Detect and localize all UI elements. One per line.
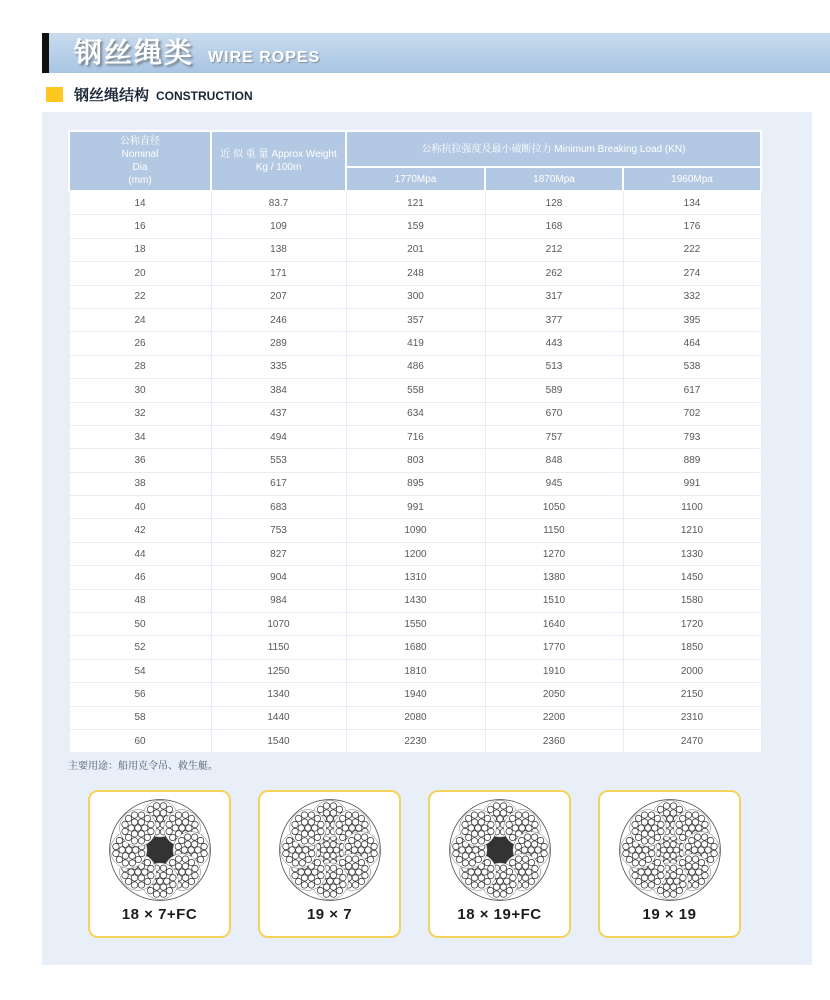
section-title-en: CONSTRUCTION <box>156 88 253 103</box>
header-grade-1960: 1960Mpa <box>623 167 761 191</box>
spec-table-head <box>69 131 761 191</box>
table-cell: 48 <box>69 589 211 612</box>
header-line: Nominal <box>121 149 159 160</box>
table-cell: 793 <box>623 425 761 448</box>
rope-cross-section-diagram <box>445 795 555 905</box>
table-cell: 617 <box>623 379 761 402</box>
table-row <box>69 683 761 706</box>
table-cell: 753 <box>211 519 346 542</box>
table-cell: 335 <box>211 355 346 378</box>
rope-card <box>258 790 401 938</box>
table-row <box>69 308 761 331</box>
table-row <box>69 729 761 752</box>
table-cell: 30 <box>69 379 211 402</box>
table-cell: 26 <box>69 332 211 355</box>
table-cell: 332 <box>623 285 761 308</box>
table-cell: 44 <box>69 542 211 565</box>
table-cell: 716 <box>346 425 485 448</box>
table-cell: 617 <box>211 472 346 495</box>
table-cell: 1340 <box>211 683 346 706</box>
table-cell: 52 <box>69 636 211 659</box>
rope-cross-section-diagram <box>105 795 215 905</box>
table-cell: 1380 <box>485 566 623 589</box>
table-cell: 222 <box>623 238 761 261</box>
rope-card-label: 18 × 19+FC <box>457 906 542 923</box>
table-cell: 34 <box>69 425 211 448</box>
table-cell: 1580 <box>623 589 761 612</box>
table-cell: 513 <box>485 355 623 378</box>
table-cell: 2230 <box>346 729 485 752</box>
table-cell: 1090 <box>346 519 485 542</box>
table-cell: 176 <box>623 215 761 238</box>
header-breaking-load: 公称抗拉强度及最小破断拉力 Minimum Breaking Load (KN) <box>346 131 761 167</box>
table-cell: 2150 <box>623 683 761 706</box>
table-cell: 827 <box>211 542 346 565</box>
table-cell: 1200 <box>346 542 485 565</box>
table-cell: 201 <box>346 238 485 261</box>
table-cell: 2360 <box>485 729 623 752</box>
table-cell: 634 <box>346 402 485 425</box>
header-grade-1770: 1770Mpa <box>346 167 485 191</box>
table-cell: 2080 <box>346 706 485 729</box>
table-cell: 670 <box>485 402 623 425</box>
table-cell: 171 <box>211 262 346 285</box>
table-cell: 1550 <box>346 613 485 636</box>
table-cell: 248 <box>346 262 485 285</box>
table-cell: 212 <box>485 238 623 261</box>
table-cell: 589 <box>485 379 623 402</box>
table-cell: 384 <box>211 379 346 402</box>
table-row <box>69 472 761 495</box>
table-cell: 443 <box>485 332 623 355</box>
table-cell: 437 <box>211 402 346 425</box>
table-cell: 1720 <box>623 613 761 636</box>
table-cell: 83.7 <box>211 191 346 215</box>
table-cell: 683 <box>211 496 346 519</box>
table-cell: 991 <box>623 472 761 495</box>
table-cell: 274 <box>623 262 761 285</box>
table-cell: 1450 <box>623 566 761 589</box>
table-cell: 945 <box>485 472 623 495</box>
table-cell: 1640 <box>485 613 623 636</box>
table-cell: 2050 <box>485 683 623 706</box>
spec-table <box>68 130 762 753</box>
header-line: Dia <box>132 162 148 173</box>
yellow-bullet-icon <box>46 87 63 102</box>
table-row <box>69 238 761 261</box>
table-cell: 20 <box>69 262 211 285</box>
section-heading <box>46 84 253 105</box>
table-cell: 984 <box>211 589 346 612</box>
header-line: Kg / 100m <box>255 162 302 173</box>
table-cell: 32 <box>69 402 211 425</box>
table-row <box>69 425 761 448</box>
page-title-zh: 钢丝绳类 <box>74 37 195 68</box>
table-cell: 40 <box>69 496 211 519</box>
table-row <box>69 355 761 378</box>
table-cell: 2000 <box>623 659 761 682</box>
table-cell: 494 <box>211 425 346 448</box>
table-row <box>69 379 761 402</box>
table-row <box>69 636 761 659</box>
table-cell: 42 <box>69 519 211 542</box>
rope-card-label: 18 × 7+FC <box>121 906 198 923</box>
table-row <box>69 589 761 612</box>
table-cell: 1250 <box>211 659 346 682</box>
table-cell: 18 <box>69 238 211 261</box>
table-cell: 1150 <box>211 636 346 659</box>
table-row <box>69 215 761 238</box>
table-cell: 128 <box>485 191 623 215</box>
table-row <box>69 449 761 472</box>
table-cell: 991 <box>346 496 485 519</box>
header-grade-1870: 1870Mpa <box>485 167 623 191</box>
table-cell: 538 <box>623 355 761 378</box>
table-cell: 377 <box>485 308 623 331</box>
table-cell: 46 <box>69 566 211 589</box>
table-cell: 300 <box>346 285 485 308</box>
header-nominal-dia <box>69 131 211 191</box>
table-cell: 36 <box>69 449 211 472</box>
table-cell: 38 <box>69 472 211 495</box>
rope-diagram-cards <box>88 790 741 938</box>
table-cell: 1270 <box>485 542 623 565</box>
table-cell: 1680 <box>346 636 485 659</box>
table-cell: 1070 <box>211 613 346 636</box>
header-line: 近 似 重 量 Approx Weight <box>220 149 337 160</box>
table-row <box>69 496 761 519</box>
table-cell: 1430 <box>346 589 485 612</box>
table-cell: 14 <box>69 191 211 215</box>
table-cell: 24 <box>69 308 211 331</box>
spec-panel <box>42 112 812 965</box>
table-cell: 803 <box>346 449 485 472</box>
table-cell: 895 <box>346 472 485 495</box>
table-cell: 1440 <box>211 706 346 729</box>
table-cell: 54 <box>69 659 211 682</box>
table-cell: 486 <box>346 355 485 378</box>
table-cell: 16 <box>69 215 211 238</box>
table-cell: 904 <box>211 566 346 589</box>
table-row <box>69 191 761 215</box>
table-cell: 1150 <box>485 519 623 542</box>
table-row <box>69 566 761 589</box>
table-cell: 889 <box>623 449 761 472</box>
page-title-en: WIRE ROPES <box>208 49 321 66</box>
table-cell: 1310 <box>346 566 485 589</box>
table-row <box>69 285 761 308</box>
header-line: 公称直径 <box>120 136 160 147</box>
table-cell: 1940 <box>346 683 485 706</box>
table-cell: 553 <box>211 449 346 472</box>
table-cell: 1100 <box>623 496 761 519</box>
table-cell: 134 <box>623 191 761 215</box>
table-cell: 159 <box>346 215 485 238</box>
table-row <box>69 262 761 285</box>
table-cell: 1210 <box>623 519 761 542</box>
table-cell: 262 <box>485 262 623 285</box>
table-cell: 2310 <box>623 706 761 729</box>
table-cell: 1540 <box>211 729 346 752</box>
table-cell: 1910 <box>485 659 623 682</box>
table-cell: 246 <box>211 308 346 331</box>
table-cell: 1330 <box>623 542 761 565</box>
table-cell: 1050 <box>485 496 623 519</box>
rope-card <box>598 790 741 938</box>
rope-card <box>88 790 231 938</box>
header-line: (mm) <box>128 175 152 186</box>
table-cell: 56 <box>69 683 211 706</box>
rope-card-label: 19 × 7 <box>306 906 353 923</box>
table-row <box>69 706 761 729</box>
table-row <box>69 519 761 542</box>
table-cell: 289 <box>211 332 346 355</box>
table-cell: 50 <box>69 613 211 636</box>
table-cell: 207 <box>211 285 346 308</box>
table-cell: 1850 <box>623 636 761 659</box>
table-row <box>69 542 761 565</box>
table-cell: 395 <box>623 308 761 331</box>
table-cell: 848 <box>485 449 623 472</box>
header-approx-weight <box>211 131 346 191</box>
spec-table-body <box>69 191 761 753</box>
rope-card-label: 19 × 19 <box>642 906 697 923</box>
table-cell: 121 <box>346 191 485 215</box>
table-cell: 138 <box>211 238 346 261</box>
rope-card <box>428 790 571 938</box>
table-cell: 1810 <box>346 659 485 682</box>
table-cell: 702 <box>623 402 761 425</box>
table-cell: 60 <box>69 729 211 752</box>
table-row <box>69 659 761 682</box>
table-cell: 58 <box>69 706 211 729</box>
page-banner <box>42 33 830 73</box>
table-cell: 109 <box>211 215 346 238</box>
table-cell: 2200 <box>485 706 623 729</box>
table-cell: 168 <box>485 215 623 238</box>
table-cell: 1770 <box>485 636 623 659</box>
rope-cross-section-diagram <box>615 795 725 905</box>
table-row <box>69 332 761 355</box>
table-cell: 22 <box>69 285 211 308</box>
table-cell: 757 <box>485 425 623 448</box>
table-row <box>69 402 761 425</box>
table-row <box>69 613 761 636</box>
usage-note: 主要用途：船用克令吊、救生艇。 <box>68 761 218 772</box>
section-title-zh: 钢丝绳结构 <box>74 87 150 104</box>
rope-cross-section-diagram <box>275 795 385 905</box>
table-cell: 1510 <box>485 589 623 612</box>
table-cell: 28 <box>69 355 211 378</box>
table-cell: 2470 <box>623 729 761 752</box>
table-cell: 357 <box>346 308 485 331</box>
table-cell: 558 <box>346 379 485 402</box>
table-cell: 464 <box>623 332 761 355</box>
table-cell: 317 <box>485 285 623 308</box>
table-cell: 419 <box>346 332 485 355</box>
